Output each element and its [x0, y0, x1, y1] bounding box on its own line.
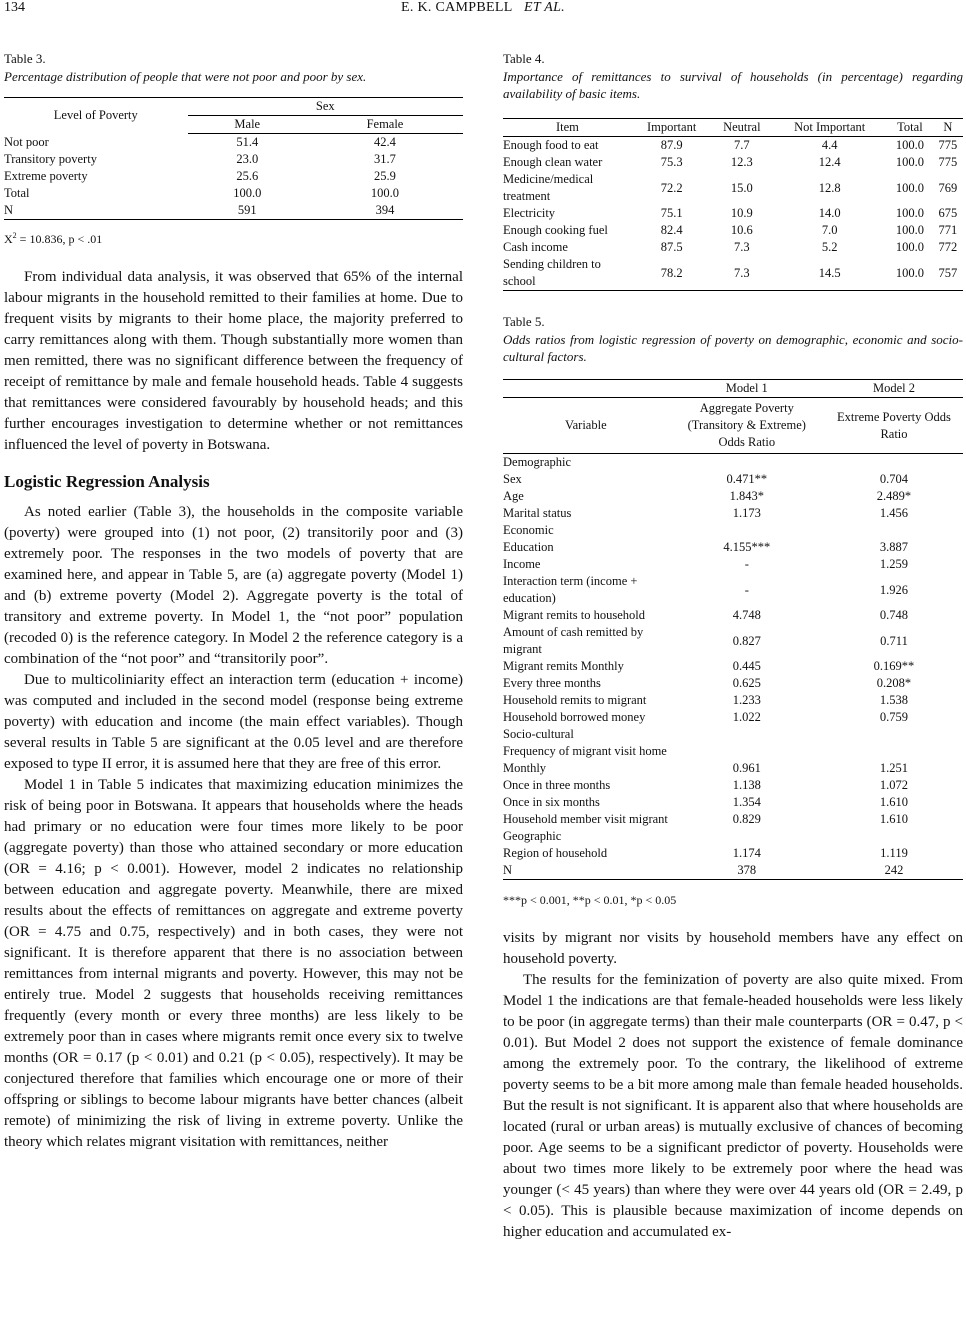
table5-odds-cell	[669, 522, 825, 539]
body-paragraph: The results for the feminization of poverty are also quite mixed. From Model 1 the indications are that female-headed households were less likely to be poor (in aggregate terms) than their male counterparts (OR = 0.47, p < 0.01). But Model 2 does not support the existence of female dominance among the extremely poor. To the contrary, the likelihood of extreme poverty seems to be a bit more among male than female headed households. But the result is not significant. It is apparent also that where households are located (rural or urban areas) is mutually exclusive of chances of becoming poor. Age seems to be a significant predictor of poverty. Households were about two times more likely to be extremely poor where the head was younger (< 45 years) than where they were over 44 years old (OR = 2.49, p < 0.05). This is plausible because maximization of income depends on higher education and accumulated ex-	[503, 972, 963, 1240]
table4-col-item: Item	[503, 119, 632, 137]
table-row	[503, 205, 963, 222]
table4-value-cell: 7.3	[733, 240, 750, 254]
table3-group-header: Sex	[188, 98, 463, 116]
table3-col-male: Male	[188, 116, 307, 134]
table5-m2-header: Extreme Poverty Odds Ratio	[825, 398, 963, 454]
table-row	[503, 505, 963, 522]
table-row	[503, 607, 963, 624]
table4-value-cell: 100.0	[895, 138, 924, 152]
table5-odds-cell: 1.926	[879, 582, 909, 597]
table5-footnote: ***p < 0.001, **p < 0.01, *p < 0.05	[503, 893, 677, 907]
table5-variable-cell: Frequency of migrant visit home	[503, 744, 667, 758]
table5-variable-cell: Demographic	[503, 455, 572, 469]
table4-value-cell: 775	[938, 138, 958, 152]
section-heading: Logistic Regression Analysis	[4, 472, 210, 491]
table5-odds-cell: 1.354	[732, 795, 761, 809]
table5-odds-cell: 1.610	[879, 812, 909, 826]
table5-variable-cell: Migrant remits to household	[503, 608, 645, 622]
table4-value-cell: 100.0	[895, 206, 924, 220]
running-header	[0, 0, 966, 24]
table4-value-cell: 5.2	[821, 240, 838, 254]
table-row	[503, 794, 963, 811]
table5-variable-cell: N	[503, 863, 513, 877]
table-row	[503, 539, 963, 556]
table5-odds-cell: 0.471**	[726, 472, 768, 486]
table5-odds-cell	[825, 726, 963, 743]
table-row	[503, 454, 963, 472]
table5-odds-cell: 0.748	[879, 608, 909, 622]
table5-odds-cell: 1.456	[879, 506, 909, 520]
table5-odds-cell: 1.072	[879, 778, 909, 792]
table5-odds-cell: 1.233	[732, 693, 761, 707]
table5-variable-cell: Marital status	[503, 506, 572, 520]
table4-value-cell: 10.9	[730, 206, 753, 220]
table5-variable-cell: Household borrowed money	[503, 710, 646, 724]
table5-odds-cell: 0.445	[732, 659, 761, 673]
table5-odds-cell	[669, 454, 825, 472]
table5-variable-cell: Sex	[503, 472, 522, 486]
table4-col-not-important: Not Important	[772, 119, 887, 137]
table5-odds-cell: 1.119	[880, 846, 908, 860]
table5-odds-cell: 1.259	[879, 557, 909, 571]
body-paragraph: visits by migrant nor visits by household members have any effect on household poverty.	[503, 930, 963, 967]
table4-item-cell: Medicine/medical treatment	[503, 172, 594, 203]
table5-odds-cell: -	[744, 582, 749, 597]
table-row	[503, 777, 963, 794]
table5-odds-cell: 1.174	[732, 846, 761, 860]
table4-value-cell: 7.7	[733, 138, 750, 152]
table5-odds-cell: 1.538	[879, 693, 909, 707]
table-row: Transitory poverty 23.0 31.7	[4, 152, 396, 166]
table5-variable-cell: Income	[503, 557, 541, 571]
table-row	[503, 624, 963, 658]
table5-odds-cell	[825, 454, 963, 472]
table5-odds-cell: 242	[884, 863, 904, 877]
table5-odds-cell: 0.711	[880, 633, 908, 648]
table5-odds-cell	[825, 522, 963, 539]
table-row: N 591 394	[4, 203, 395, 217]
table4-value-cell: 78.2	[660, 265, 683, 280]
table5-odds-cell: 0.759	[879, 710, 909, 724]
table5-variable-cell: Interaction term (income + education)	[503, 574, 638, 605]
table4-item-cell: Enough clean water	[503, 155, 603, 169]
table4-item-cell: Sending children to school	[503, 257, 601, 288]
running-head-authors: E. K. CAMPBELL ET AL.	[401, 0, 565, 15]
table5-odds-cell: 0.169**	[873, 659, 915, 673]
table4-value-cell: 12.3	[730, 155, 753, 169]
table4-value-cell: 10.6	[730, 223, 753, 237]
table4-subtitle: Importance of remittances to survival of households (in percentage) regarding availability of basic items.	[503, 69, 963, 101]
table3-subtitle: Percentage distribution of people that were not poor and poor by sex.	[4, 69, 367, 84]
table4-value-cell: 87.9	[660, 138, 683, 152]
page-number: 134	[4, 0, 25, 15]
table5-m1-header: Aggregate Poverty (Transitory & Extreme) Odds Ratio	[669, 398, 825, 454]
table5-model1: Model 1	[669, 380, 825, 398]
body-paragraph: From individual data analysis, it was observed that 65% of the internal labour migrants in the household remitted to their families at home. Due to frequent visits by migrants to their home place, the majority preferred to carry remittances along with them. Though substantially more women than men remitted, there was no significant difference between the frequency of receipt of remittance by male and female household heads. Table 4 suggests that remittances were considered favourably by household heads; and this further encourages investigation to determine whether or not remittances influenced the level of poverty in Botswana.	[4, 269, 463, 453]
table-row	[503, 658, 963, 675]
table4-col-neutral: Neutral	[712, 119, 773, 137]
table4-value-cell: 769	[938, 180, 958, 195]
table5-odds-cell: 1.251	[879, 761, 909, 775]
table-row	[503, 743, 963, 760]
table3-caption: Table 3.	[4, 51, 46, 66]
table4-value-cell: 7.3	[733, 265, 750, 280]
table4-value-cell: 100.0	[895, 155, 924, 169]
table4-col-important: Important	[632, 119, 712, 137]
body-paragraph: As noted earlier (Table 3), the households in the composite variable (poverty) were grouped into (1) not poor, (2) transitorily poor and (3) extremely poor. The responses in the two models of poverty that are examined here, and appear in Table 5, are (a) aggregate poverty (Model 1) and (b) extreme poverty (Model 2). Aggregate poverty is the total of transitory and extreme poverty. In Model 1, the “not poor” population (recoded 0) is the reference category. In Model 2 the reference category is a combination of the “not poor” and “transitorily poor”.	[4, 504, 463, 667]
table5-model2: Model 2	[825, 380, 963, 398]
table-row	[503, 573, 963, 607]
table4-value-cell: 15.0	[730, 180, 753, 195]
table-row	[503, 811, 963, 828]
table5-odds-cell: 0.829	[732, 812, 761, 826]
table5-odds-cell: 1.022	[732, 710, 761, 724]
table5-variable-cell: Age	[503, 489, 524, 503]
table5-variable-cell: Monthly	[503, 761, 547, 775]
table-row: Not poor 51.4 42.4	[4, 134, 396, 149]
table4-item-cell: Cash income	[503, 240, 568, 254]
table4-value-cell: 675	[938, 206, 958, 220]
table5-variable-cell: Amount of cash remitted by migrant	[503, 625, 644, 656]
table5-odds-cell	[669, 743, 825, 760]
table5-variable-cell: Household remits to migrant	[503, 693, 647, 707]
table-row	[503, 862, 963, 880]
table4-value-cell: 82.4	[660, 223, 683, 237]
table-row	[503, 471, 963, 488]
table5-odds-cell: 2.489*	[876, 489, 912, 503]
table-row	[503, 760, 963, 777]
table5-odds-cell: 1.138	[732, 778, 761, 792]
table4-value-cell: 75.1	[660, 206, 683, 220]
left-column	[4, 50, 463, 1153]
table4-value-cell: 12.4	[818, 155, 841, 169]
table4-value-cell: 75.3	[660, 155, 683, 169]
table4-value-cell: 87.5	[660, 240, 683, 254]
table-row	[503, 137, 963, 155]
table5-variable-cell: Education	[503, 540, 554, 554]
table5-odds-cell: 378	[737, 863, 757, 877]
table5-odds-cell: 4.748	[732, 608, 761, 622]
table5-variable-cell: Socio-cultural	[503, 727, 574, 741]
table-row	[503, 828, 963, 845]
table4-value-cell: 771	[938, 223, 958, 237]
table5-odds-cell	[669, 726, 825, 743]
table-row	[503, 171, 963, 205]
table5-odds-cell: 0.961	[732, 761, 761, 775]
table5-variable-cell: Economic	[503, 523, 554, 537]
table5-variable-cell: Household member visit migrant	[503, 812, 668, 826]
table5-odds-cell: -	[744, 557, 749, 571]
table4-value-cell: 7.0	[821, 223, 838, 237]
table3-statistic: $X^2 = 10.836$, p < .01	[4, 231, 103, 246]
table4-value-cell: 775	[938, 155, 958, 169]
table4-col-total: Total	[887, 119, 932, 137]
table5-variable-cell: Geographic	[503, 829, 562, 843]
table5-odds-cell	[825, 743, 963, 760]
table4-value-cell: 14.5	[818, 265, 841, 280]
table4-value-cell: 772	[938, 240, 958, 254]
table4-value-cell: 14.0	[818, 206, 841, 220]
table5-subtitle: Odds ratios from logistic regression of poverty on demographic, economic and socio-cultural factors.	[503, 332, 963, 364]
table5-variable-cell: Region of household	[503, 846, 608, 860]
table-row	[503, 239, 963, 256]
table-row	[503, 675, 963, 692]
table4-value-cell: 100.0	[895, 223, 924, 237]
table5-variable-cell: Every three months	[503, 676, 601, 690]
table5-odds-cell: 1.173	[732, 506, 761, 520]
table-row: Extreme poverty 25.6 25.9	[4, 169, 396, 183]
body-paragraph: Model 1 in Table 5 indicates that maximizing education minimizes the risk of being poor in Botswana. It appears that households where the heads had primary or no education were four times more likely to be poor (aggregate poverty) than those who attained secondary or more education (OR = 4.16; p < 0.001). However, model 2 indicates no relationship between education and aggregate poverty. Meanwhile, there are mixed results about the effects of remittances on aggregate and extreme poverty (OR = 4.75 and 0.75, respectively) and in both cases, they were not significant. It is therefore apparent that there is no association between remittances from internal migrants and poverty. However, this may not be entirely true. Model 2 suggests that households receiving remittances frequently (every month or every three months) are less likely to be extremely poor than in cases where migrants remit once every six to twelve months (OR = 0.17 (p < 0.01) and 0.21 (p < 0.05), respectively). It may be conjectured therefore that families which encourage one or more of their offspring or siblings to become labour migrants have better chances (albeit remote) of minimizing the risk of living in extreme poverty. Unlike the theory which relates migrant visitation with remittances, neither	[4, 777, 463, 1150]
table4	[503, 118, 963, 291]
right-column	[503, 50, 963, 1243]
table-row	[503, 154, 963, 171]
table4-col-n: N	[933, 119, 963, 137]
table4-value-cell: 100.0	[895, 240, 924, 254]
table3	[4, 97, 463, 220]
table5-caption: Table 5.	[503, 314, 545, 329]
table3-row-header: Level of Poverty	[53, 108, 138, 123]
body-paragraph: Due to multicoliniarity effect an interaction term (education + income) was computed and included in the second model (response being extreme poverty) with education and income (the main effect variables). Though several results in Table 5 are significant at the 0.05 level and are therefore exposed to type II error, it is assumed here that they are free of this error.	[4, 672, 463, 772]
table5-variable-cell: Once in six months	[503, 795, 600, 809]
table4-caption: Table 4.	[503, 51, 545, 66]
table4-value-cell: 100.0	[895, 180, 924, 195]
table-row	[503, 845, 963, 862]
table5	[503, 379, 963, 880]
table5-odds-cell: 0.208*	[876, 676, 912, 690]
table5-var-header: Variable	[503, 398, 669, 454]
table-row	[503, 522, 963, 539]
table5-variable-cell: Migrant remits Monthly	[503, 659, 624, 673]
table-row	[503, 556, 963, 573]
table-row	[503, 709, 963, 726]
table-row	[503, 726, 963, 743]
table-row	[503, 222, 963, 239]
table5-odds-cell: 1.610	[879, 795, 909, 809]
table5-odds-cell: 1.843*	[729, 489, 764, 503]
table5-odds-cell	[669, 828, 825, 845]
table4-value-cell: 757	[938, 265, 958, 280]
table-row	[503, 488, 963, 505]
table4-value-cell: 100.0	[895, 265, 924, 280]
table4-value-cell: 12.8	[818, 180, 841, 195]
table-row	[503, 256, 963, 291]
table5-odds-cell: 0.827	[732, 633, 761, 648]
table-row: Total 100.0 100.0	[4, 186, 400, 200]
table5-variable-cell: Once in three months	[503, 778, 611, 792]
table5-odds-cell: 0.625	[732, 676, 761, 690]
table5-odds-cell: 3.887	[879, 540, 909, 554]
table3-col-female: Female	[307, 116, 463, 134]
table5-odds-cell	[825, 828, 963, 845]
table4-item-cell: Enough food to eat	[503, 138, 599, 152]
table4-item-cell: Electricity	[503, 206, 556, 220]
table4-value-cell: 72.2	[660, 180, 683, 195]
table4-value-cell: 4.4	[821, 138, 838, 152]
table4-item-cell: Enough cooking fuel	[503, 223, 608, 237]
table5-odds-cell: 4.155***	[723, 540, 771, 554]
table-row	[503, 692, 963, 709]
table5-odds-cell: 0.704	[879, 472, 909, 486]
